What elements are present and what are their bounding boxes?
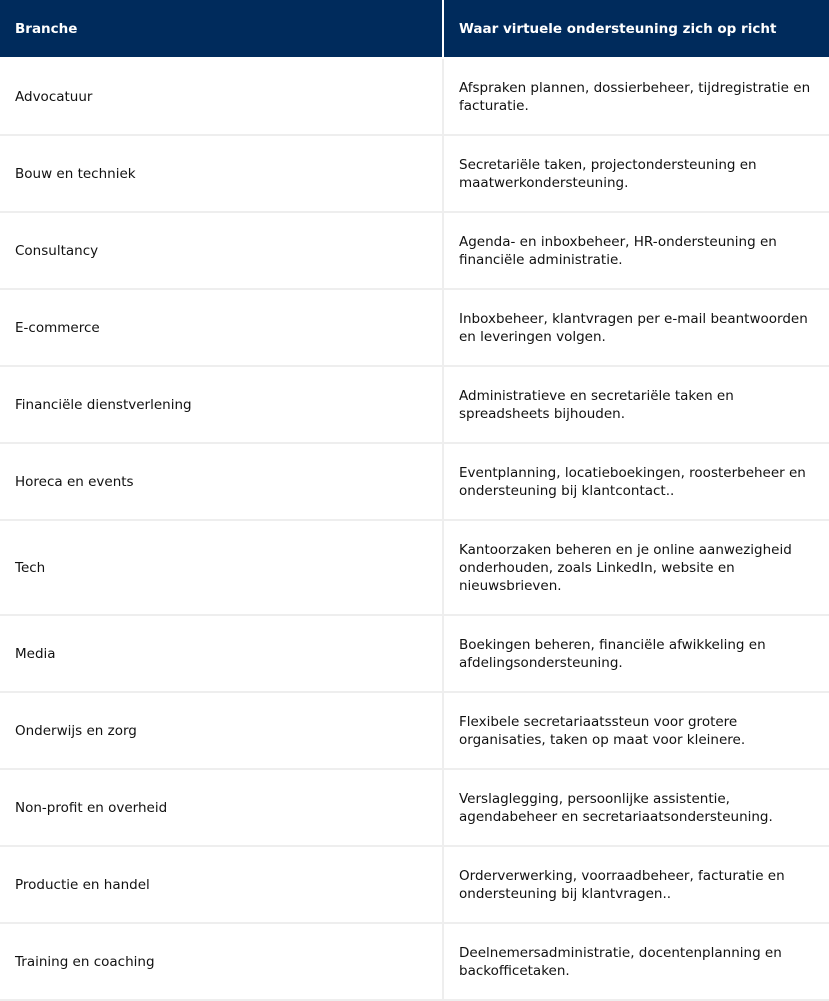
table-row <box>0 846 829 923</box>
column-header-branche: Branche <box>0 0 443 58</box>
cell-focus: Eventplanning, locatieboekingen, roosterbeheer en ondersteuning bij klantcontact.. <box>443 443 829 520</box>
table-row <box>0 923 829 1000</box>
cell-focus: Flexibele secretariaatssteun voor grotere organisaties, taken op maat voor kleinere. <box>443 692 829 769</box>
cell-focus: Orderverwerking, voorraadbeheer, facturatie en ondersteuning bij klantvragen.. <box>443 846 829 923</box>
cell-focus: Administratieve en secretariële taken en spreadsheets bijhouden. <box>443 366 829 443</box>
table-row <box>0 615 829 692</box>
cell-focus: Deelnemersadministratie, docentenplanning en backofficetaken. <box>443 923 829 1000</box>
cell-focus: Kantoorzaken beheren en je online aanwezigheid onderhouden, zoals LinkedIn, website en nieuwsbrieven. <box>443 520 829 615</box>
cell-focus: Boekingen beheren, financiële afwikkeling en afdelingsondersteuning. <box>443 615 829 692</box>
column-header-focus: Waar virtuele ondersteuning zich op richt <box>443 0 829 58</box>
table-row <box>0 289 829 366</box>
cell-focus: Afspraken plannen, dossierbeheer, tijdregistratie en facturatie. <box>443 58 829 135</box>
table-row <box>0 692 829 769</box>
cell-focus: Agenda- en inboxbeheer, HR-ondersteuning en financiële administratie. <box>443 212 829 289</box>
cell-focus: Verslaglegging, persoonlijke assistentie, agendabeheer en secretariaatsondersteuning. <box>443 769 829 846</box>
cell-branche: Training en coaching <box>0 923 443 1000</box>
cell-branche: Advocatuur <box>0 58 443 135</box>
cell-branche: Horeca en events <box>0 443 443 520</box>
table-row <box>0 135 829 212</box>
table-row <box>0 520 829 615</box>
cell-focus: Inboxbeheer, klantvragen per e-mail beantwoorden en leveringen volgen. <box>443 289 829 366</box>
cell-branche: Bouw en techniek <box>0 135 443 212</box>
cell-branche: Tech <box>0 520 443 615</box>
table-row <box>0 212 829 289</box>
table-header <box>0 0 829 58</box>
cell-branche: Productie en handel <box>0 846 443 923</box>
cell-branche: Media <box>0 615 443 692</box>
table-row <box>0 58 829 135</box>
table-row <box>0 443 829 520</box>
cell-branche: Consultancy <box>0 212 443 289</box>
cell-branche: Financiële dienstverlening <box>0 366 443 443</box>
cell-focus: Secretariële taken, projectondersteuning en maatwerkondersteuning. <box>443 135 829 212</box>
cell-branche: E-commerce <box>0 289 443 366</box>
cell-branche: Onderwijs en zorg <box>0 692 443 769</box>
table-body <box>0 58 829 1000</box>
table-row <box>0 769 829 846</box>
cell-branche: Non-profit en overheid <box>0 769 443 846</box>
header-row <box>0 0 829 58</box>
table-row <box>0 366 829 443</box>
